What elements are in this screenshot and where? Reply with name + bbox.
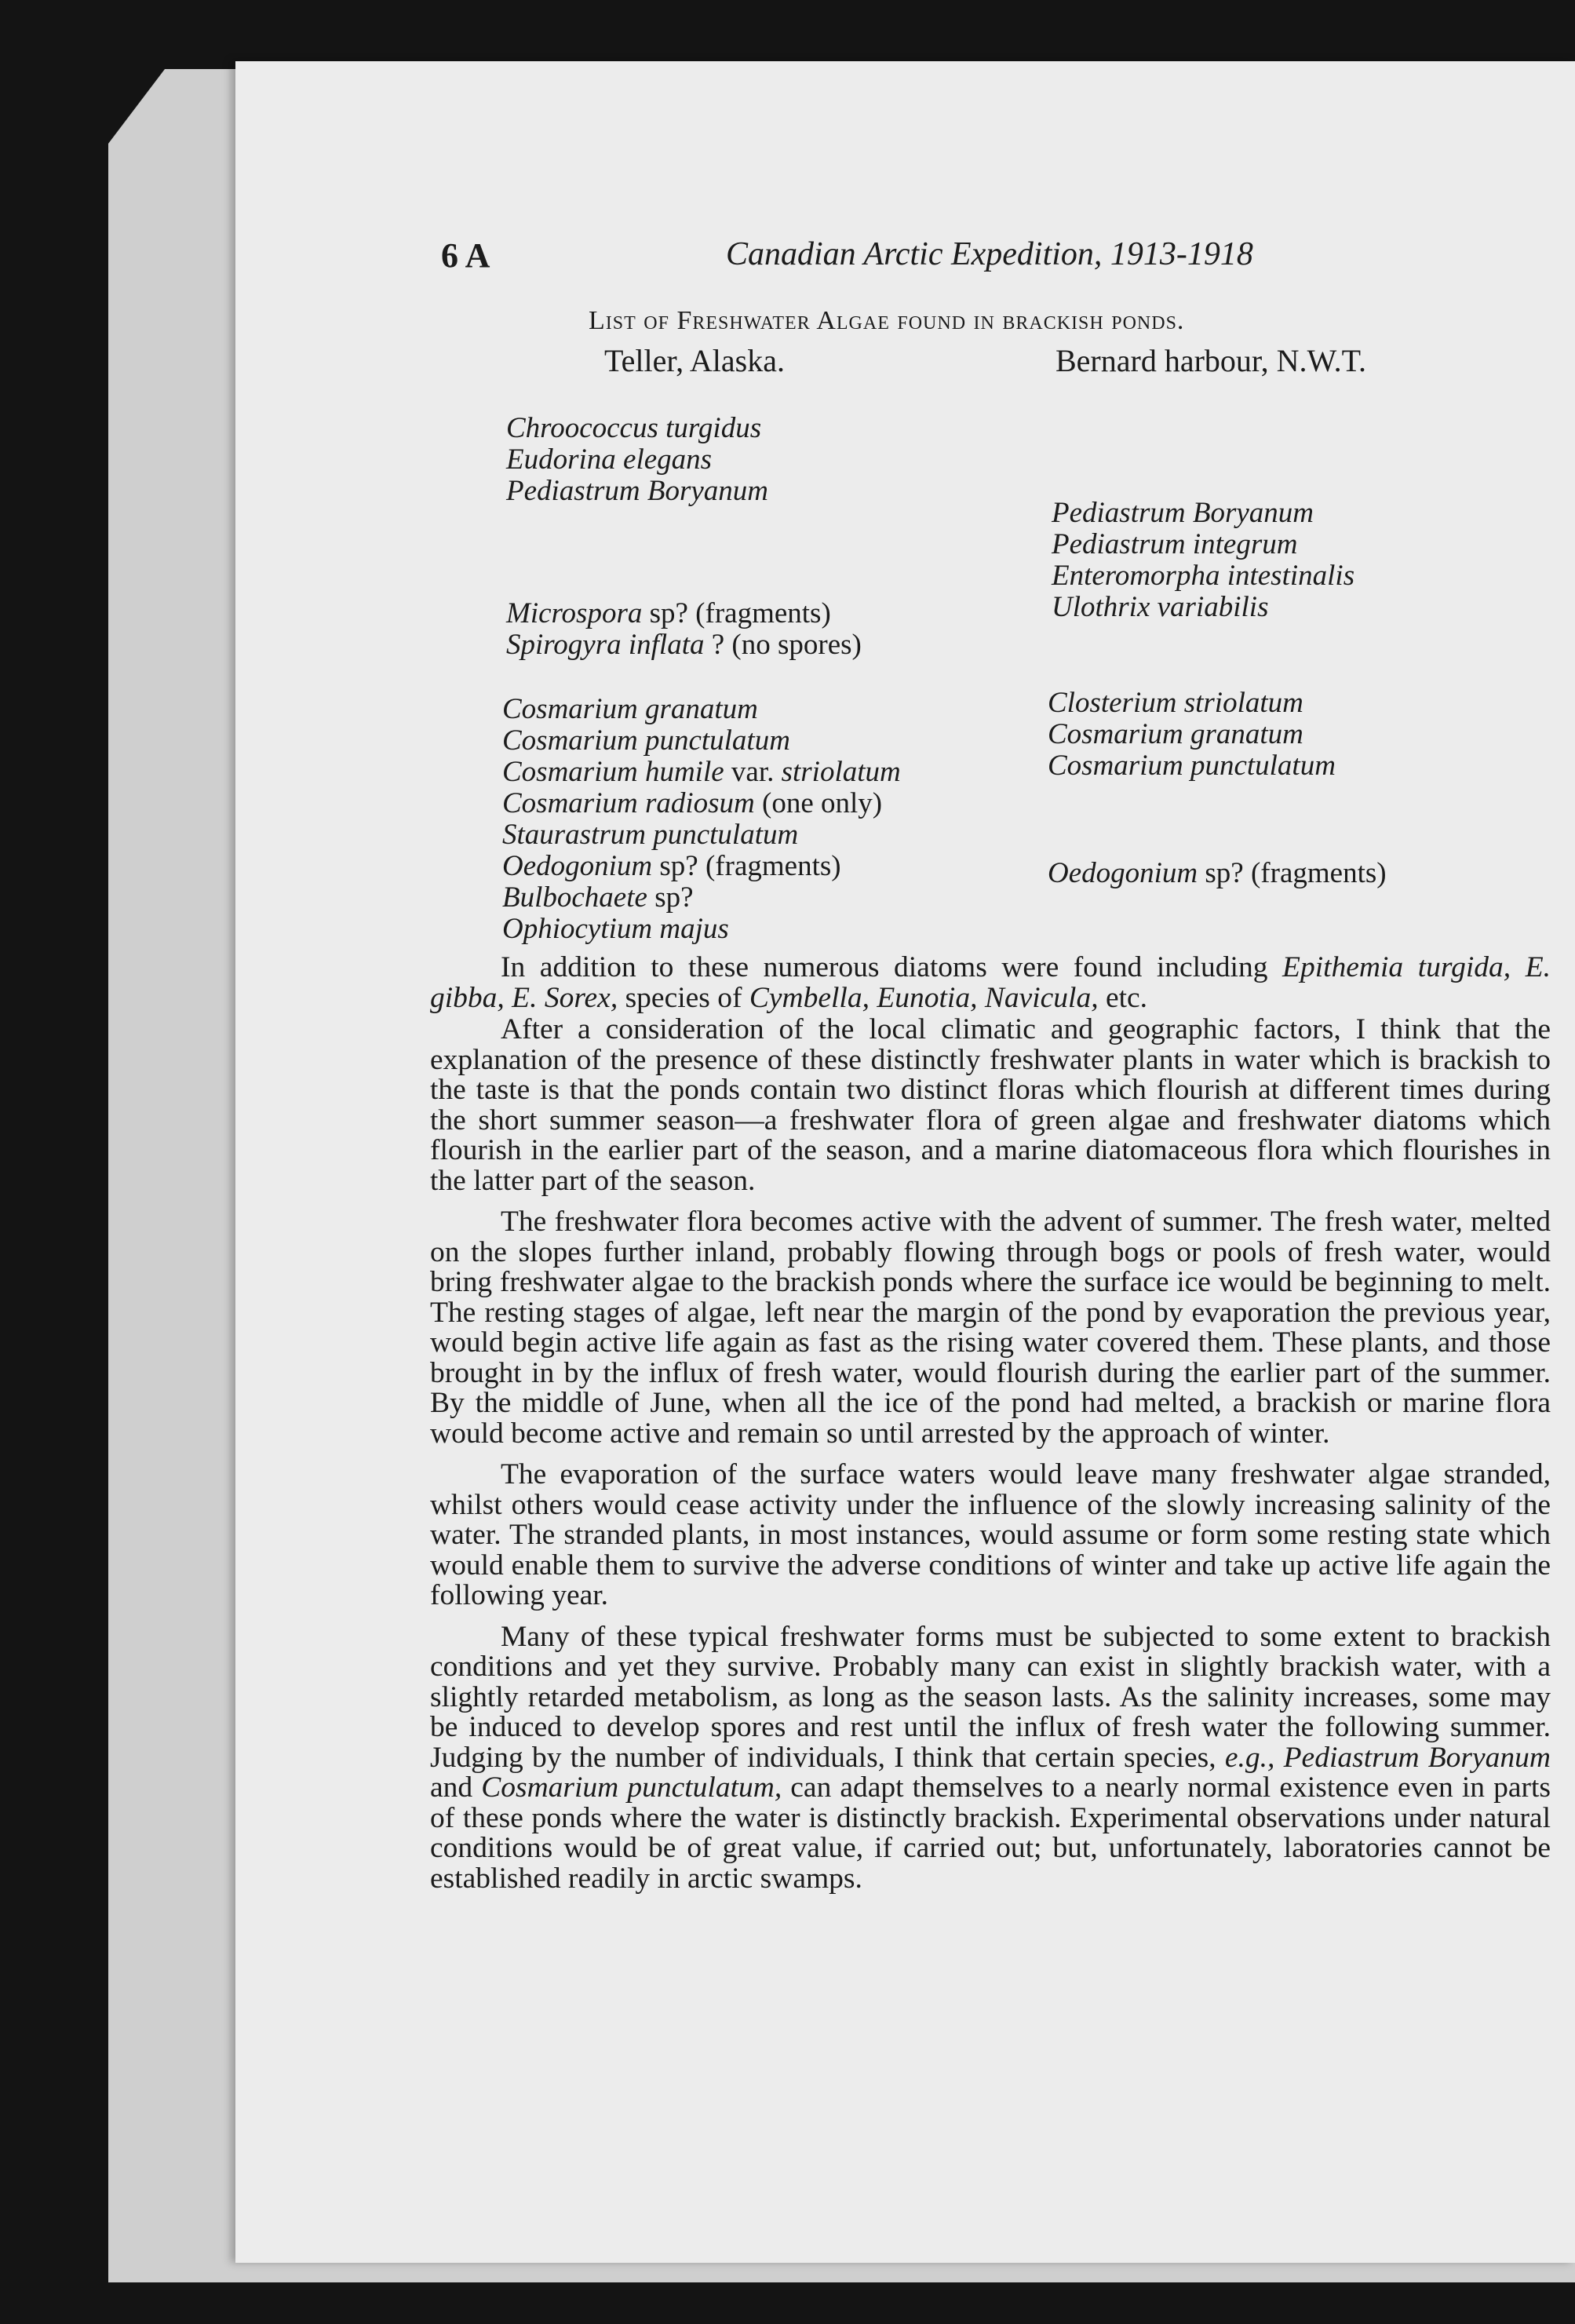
column-heading-left: Teller, Alaska. — [604, 343, 785, 378]
running-title: Canadian Arctic Expedition, 1913-1918 — [726, 236, 1253, 272]
species-entry: Spirogyra inflata ? (no spores) — [506, 629, 862, 661]
right-species-group-3 — [1048, 858, 1387, 889]
species-entry: Bulbochaete sp? — [502, 881, 694, 914]
species-entry: Pediastrum Boryanum — [1052, 497, 1314, 529]
species-entry: Cosmarium granatum — [1048, 718, 1303, 750]
paragraph-brackish-conditions: Many of these typical freshwater forms must be subjected to some extent to brackish conditions and yet they survive. Probably many can exist in slightly brackish water, with a slightly retarded metabolism, as long as the season lasts. As the salinity increases, some may be induced to develop spores and rest until the influx of fresh water the following summer. Judging by the number of individuals, I think that certain species, e.g., Pediastrum Boryanum and Cosmarium punctulatum, can adapt themselves to a nearly normal existence even in parts of these ponds where the water is distinctly brackish. Experimental observations under natural conditions would be of great value, if carried out; but, unfortunately, laboratories cannot be established readily in arctic swamps. — [430, 1620, 1551, 1895]
species-entry: Cosmarium humile var. striolatum — [502, 756, 901, 788]
paragraph-freshwater-flora: The freshwater flora becomes active with the advent of summer. The fresh water, melted on the slopes further inland, probably flowing through bogs or pools of fresh water, would bring freshwater algae to the brackish ponds where the surface ice would be beginning to melt. The resting stages of algae, left near the margin of the pond by evaporation the previous year, would begin active life again as fast as the rising water covered them. These plants, and those brought in by the influx of fresh water, would flourish during the earlier part of the summer. By the middle of June, when all the ice of the pond had melted, a brackish or marine flora would become active and remain so until arrested by the approach of winter. — [430, 1206, 1551, 1450]
species-entry: Ulothrix variabilis — [1052, 591, 1269, 623]
right-species-group-1 — [1052, 498, 1354, 623]
species-entry: Staurastrum punctulatum — [502, 819, 799, 851]
species-entry: Pediastrum integrum — [1052, 528, 1298, 560]
document-page — [235, 61, 1575, 2263]
species-entry: Cosmarium punctulatum — [502, 724, 790, 757]
body-text — [430, 953, 1551, 1894]
species-entry: Closterium striolatum — [1048, 687, 1303, 719]
species-entry: Oedogonium sp? (fragments) — [502, 850, 841, 882]
species-entry: Cosmarium granatum — [502, 693, 758, 725]
paragraph-evaporation: The evaporation of the surface waters would leave many freshwater algae stranded, whilst others would cease activity under the influence of the slowly increasing salinity of the water. The stranded plants, in most instances, would assume or form some resting state which would enable them to survive the adverse conditions of winter and take up active life again the following year. — [430, 1458, 1551, 1611]
species-entry: Microspora sp? (fragments) — [506, 597, 831, 629]
species-entry: Ophiocytium majus — [502, 913, 729, 945]
left-species-group-1 — [506, 413, 768, 507]
species-entry: Enteromorpha intestinalis — [1052, 560, 1355, 592]
species-entry: Eudorina elegans — [506, 443, 713, 476]
right-species-group-2 — [1048, 688, 1336, 782]
page-number: 6 A — [441, 236, 490, 275]
paragraph-two-floras: After a consideration of the local climatic and geographic factors, I think that the explanation of the presence of these distinctly freshwater plants in water which is brackish to the taste is that the ponds contain two distinct floras which flourish at different times during the short summer season—a freshwater flora of green algae and freshwater diatoms which flourish in the earlier part of the season, and a marine diatomaceous flora which flourishes in the latter part of the season. — [430, 1013, 1551, 1197]
species-entry: Chroococcus turgidus — [506, 412, 762, 444]
running-header — [441, 235, 1524, 283]
list-title: List of Freshwater Algae found in brackish ponds. — [589, 306, 1185, 335]
species-entry: Pediastrum Boryanum — [506, 475, 768, 507]
species-entry: Cosmarium radiosum (one only) — [502, 787, 883, 819]
left-species-group-2 — [506, 598, 862, 661]
left-species-group-3 — [502, 694, 901, 945]
species-entry: Oedogonium sp? (fragments) — [1048, 857, 1387, 889]
species-entry: Cosmarium punctulatum — [1048, 750, 1336, 782]
paragraph-diatoms: In addition to these numerous diatoms were found including Epithemia turgida, E. gibba, E. Sorex, species of Cymbella, Eunotia, Navicula, etc. — [430, 951, 1551, 1014]
column-heading-right: Bernard harbour, N.W.T. — [1055, 343, 1367, 378]
